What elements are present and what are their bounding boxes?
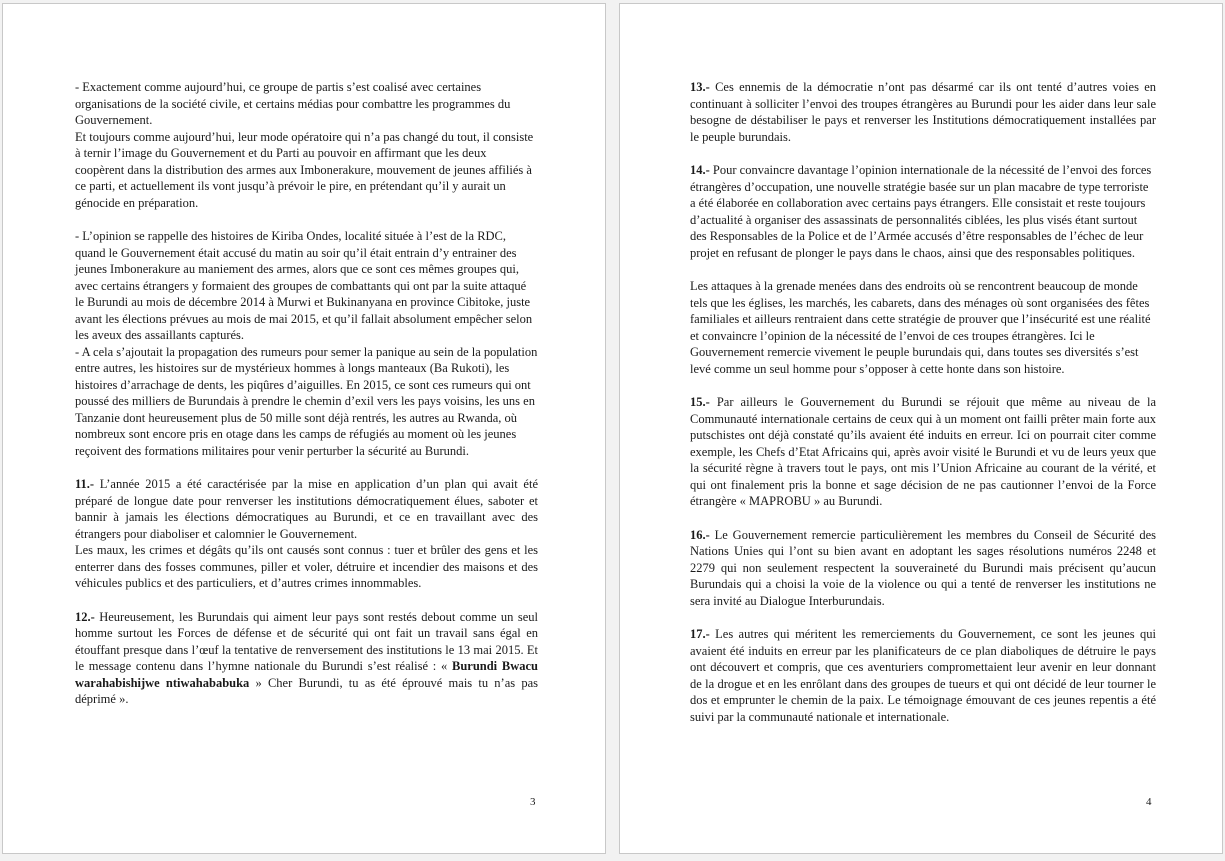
paragraph-16 [690, 527, 1156, 610]
paragraph-11-text: L’année 2015 a été caractérisée par la mise en application d’un plan qui avait été préparé de longue date pour renverser les institutions démocratiquement élues, saboter et bannir à jamais les élections démocratiques au Burundi, et ce en travaillant avec des étrangers pour diaboliser et calomnier le Gouvernement. [75, 477, 538, 541]
paragraph-11-continued: Les maux, les crimes et dégâts qu’ils ont causés sont connus : tuer et brûler des gens et les enterrer dans des fosses communes, piller et voler, détruire et incendier des maisons et des véhicules publics et des particuliers, et d’autres crimes innommables. [75, 543, 538, 590]
paragraph-15 [690, 394, 1156, 510]
page-number: 3 [530, 796, 536, 808]
paragraph-14-number: 14.- [690, 163, 710, 177]
paragraph-12 [75, 609, 538, 708]
anthem-quote: Burundi Bwacu warahabishijwe ntiwahababuka [75, 659, 539, 690]
paragraph-16-number: 16.- [690, 527, 710, 542]
paragraph-modus-operandi: Et toujours comme aujourd’hui, leur mode opératoire qui n’a pas changé du tout, il consiste à ternir l’image du Gouvernement et du Parti au pouvoir en affirmant que les deux coopèrent dans la distribution des armes aux Imbonerakure, mouvement de jeunes affiliés à ce parti, et actuellement ils vont jusqu’à prévoir le pire, en prétendant qu’il y aurait un génocide en préparation. [75, 129, 534, 210]
paragraph-14-continued: Les attaques à la grenade menées dans des endroits où se rencontrent beaucoup de monde tels que les églises, les marchés, les cabarets, dans des ménages où sont organisées des fêtes familiales et ailleurs rentraient dans cette stratégie de prouver que l’insécurité est une réalité et convaincre l’opinion de la nécessité de l’envoi de ces troupes étrangères. Ici le Gouvernement remercie vivement le peuple burundais qui, dans toutes ses diversités s’est levé comme un seul homme pour s’opposer à cette honte dans son histoire. [690, 279, 1151, 376]
document-page-4 [619, 3, 1223, 854]
paragraph-14-text: Pour convaincre davantage l’opinion internationale de la nécessité de l’envoi des forces étrangères d’occupation, une nouvelle stratégie basée sur un plan macabre de type terroriste a été élaborée en collaboration avec certains pays étrangers. Elle consistait et reste toujours d’actualité à organiser des assassinats de personnalités ciblées, les plus visés étant surtout des Responsables de la Police et de l’Armée accusés d’être responsables de l’échec de leur projet en refusant de plonger le pays dans le chaos, ainsi que des responsables politiques. [690, 163, 1152, 260]
paragraph-12-text: Heureusement, les Burundais qui aiment leur pays sont restés debout comme un seul homme surtout les Forces de défense et de sécurité qui ont fait un travail sans égal en étouffant presque dans l’œuf la tentative de renversement des institutions le 13 mai 2015. Et le message contenu dans l’hymne nationale du Burundi s’est réalisé : « [75, 609, 538, 673]
page-3-body [75, 79, 538, 725]
paragraph-17-text: Les autres qui méritent les remerciements du Gouvernement, ce sont les jeunes qui avaient été induits en erreur par les planificateurs de ce plan diaboliques de détruire le pays ont découvert et compris, que ces aventuriers compromettaient leur avenir en leur donnant de la drogue et en les enrôlant dans des groupes de tueurs et qui ont décidé de leur tourner le dos et emprunter le chemin de la paix. Le témoignage émouvant de ces jeunes repentis a été suivi par la communauté nationale et internationale. [690, 627, 1156, 724]
paragraph-coalition: - Exactement comme aujourd’hui, ce groupe de partis s’est coalisé avec certaines organisations de la société civile, et certains médias pour combattre les programmes du Gouvernement. [75, 80, 511, 127]
page-number: 4 [1146, 796, 1152, 808]
paragraph-12-number: 12.- [75, 609, 95, 624]
paragraph-12-end: » Cher Burundi, tu as été éprouvé mais tu n’as pas déprimé ». [75, 675, 538, 706]
paragraph-17 [690, 626, 1156, 725]
document-page-3 [2, 3, 606, 854]
paragraph-14 [690, 162, 1156, 261]
paragraph-15-text: Par ailleurs le Gouvernement du Burundi se réjouit que même au niveau de la Communauté internationale certains de ceux qui à un moment ont failli prêter main forte aux putschistes ont déjà constaté qu’ils avaient été induits en erreur. Ici on pourrait citer comme exemple, les Chefs d’Etat Africains qui, après avoir visité le Burundi et vu de leurs yeux que la sécurité règne à travers tout le pays, ont mis l’Union Africaine au courant de la vérité, et qui ont finalement pris la bonne et sage décision de ne pas cautionner l’envoi de la Force étrangère « MAPROBU » au Burundi. [690, 395, 1156, 508]
paragraph-13-number: 13.- [690, 80, 710, 94]
paragraph-16-text: Le Gouvernement remercie particulièrement les membres du Conseil de Sécurité des Nations Unies qui l’ont su bien avant en adoptant les sages résolutions numéros 2248 et 2279 qui non seulement respectent la souveraineté du Burundi mais précisent qu’aucun Burundais qui a choisi la voie de la violence ou qui a tenté de renverser les institutions ne sera invité au Dialogue Interburundais. [690, 527, 1156, 608]
paragraph-13-text: Ces ennemis de la démocratie n’ont pas désarmé car ils ont tenté d’autres voies en continuant à solliciter l’envoi des troupes étrangères au Burundi pour les aider dans leur sale besogne de déstabiliser le pays et renverser les Institutions démocratiquement installées par le peuple burundais. [690, 80, 1156, 144]
paragraph-kiriba-ondes: - L’opinion se rappelle des histoires de Kiriba Ondes, localité située à l’est de la RDC, quand le Gouvernement était accusé du matin au soir qu’il était entrain d’y entrainer des jeunes Imbonerakure au maniement des armes, alors que ce sont ces mêmes groupes qui, avec certains étrangers y formaient des groupes de combattants qui ont par la suite attaqué le Burundi au mois de décembre 2014 à Murwi et Bukinanyana en province Cibitoke, juste avant les élections prévues au mois de mai 2015, et qu’il fallait absolument empêcher selon les aveux des assaillants capturés. [75, 229, 533, 342]
page-4-body [690, 79, 1156, 742]
paragraph-15-number: 15.- [690, 395, 710, 409]
paragraph-13 [690, 79, 1156, 145]
paragraph-11 [75, 476, 538, 542]
paragraph-rumours: - A cela s’ajoutait la propagation des rumeurs pour semer la panique au sein de la population entre autres, les histoires sur de mystérieux hommes à longs manteaux (Ba Rukoti), les histoires d’arrachage de dents, les piqûres d’aiguilles. En 2015, ce sont ces rumeurs qui ont poussé des milliers de Burundais à prendre le chemin d’exil vers les pays voisins, les uns en Tanzanie dont heureusement plus de 50 mille sont déjà rentrés, les autres au Rwanda, où nombreux sont encore pris en otage dans les camps de réfugiés au moment où les jeunes reçoivent des formations militaires pour venir perturber la sécurité au Burundi. [75, 344, 538, 458]
paragraph-11-number: 11.- [75, 477, 95, 491]
paragraph-17-number: 17.- [690, 627, 710, 641]
